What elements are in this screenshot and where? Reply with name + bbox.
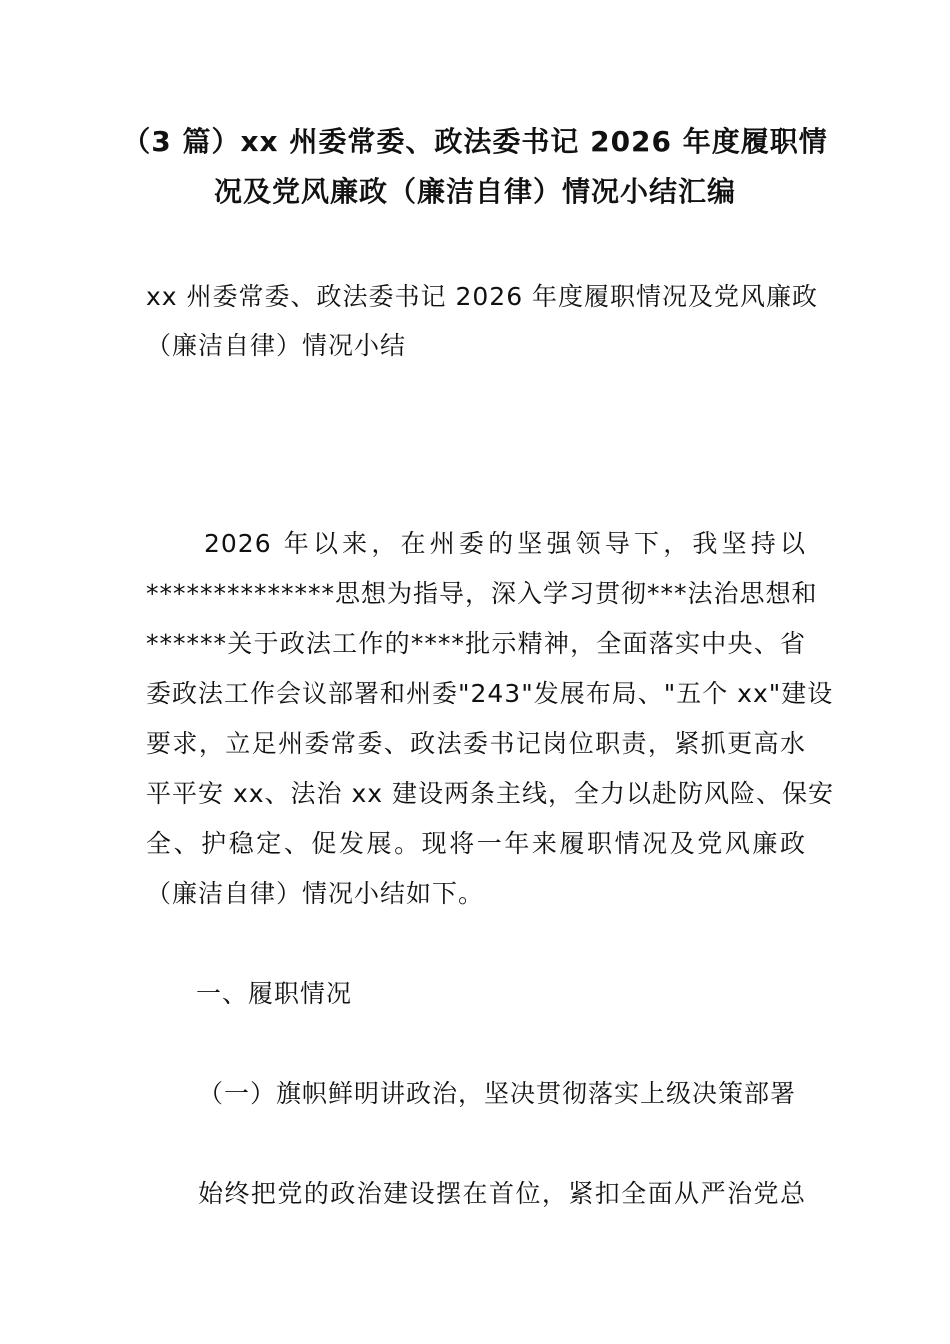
paragraph-1-line-6: 平平安 xx、法治 xx 建设两条主线，全力以赴防风险、保安	[146, 779, 835, 808]
paragraph-1-line-4: 委政法工作会议部署和州委"243"发展布局、"五个 xx"建设	[146, 679, 834, 708]
subsection-heading: （一）旗帜鲜明讲政治，坚决贯彻落实上级决策部署	[198, 1079, 797, 1108]
subtitle-line-1: xx 州委常委、政法委书记 2026 年度履职情况及党风廉政	[146, 282, 819, 311]
document-title-line-2: 况及党风廉政（廉洁自律）情况小结汇编	[213, 175, 736, 208]
paragraph-1-line-3: ******关于政法工作的****批示精神，全面落实中央、省	[146, 629, 806, 658]
paragraph-1-line-2: **************思想为指导，深入学习贯彻***法治思想和	[146, 579, 818, 608]
paragraph-1-line-1: 2026 年以来，在州委的坚强领导下，我坚持以	[204, 529, 806, 558]
section-heading: 一、履职情况	[196, 979, 353, 1008]
document-title-line-1: （3 篇）xx 州委常委、政法委书记 2026 年度履职情	[122, 125, 828, 158]
subtitle-line-2: （廉洁自律）情况小结	[146, 331, 407, 360]
paragraph-1-line-5: 要求，立足州委常委、政法委书记岗位职责，紧抓更高水	[146, 729, 806, 758]
paragraph-2-line-1: 始终把党的政治建设摆在首位，紧扣全面从严治党总	[198, 1179, 806, 1208]
paragraph-1-line-8: （廉洁自律）情况小结如下。	[146, 879, 485, 908]
paragraph-1-line-7: 全、护稳定、促发展。现将一年来履职情况及党风廉政	[146, 829, 806, 858]
